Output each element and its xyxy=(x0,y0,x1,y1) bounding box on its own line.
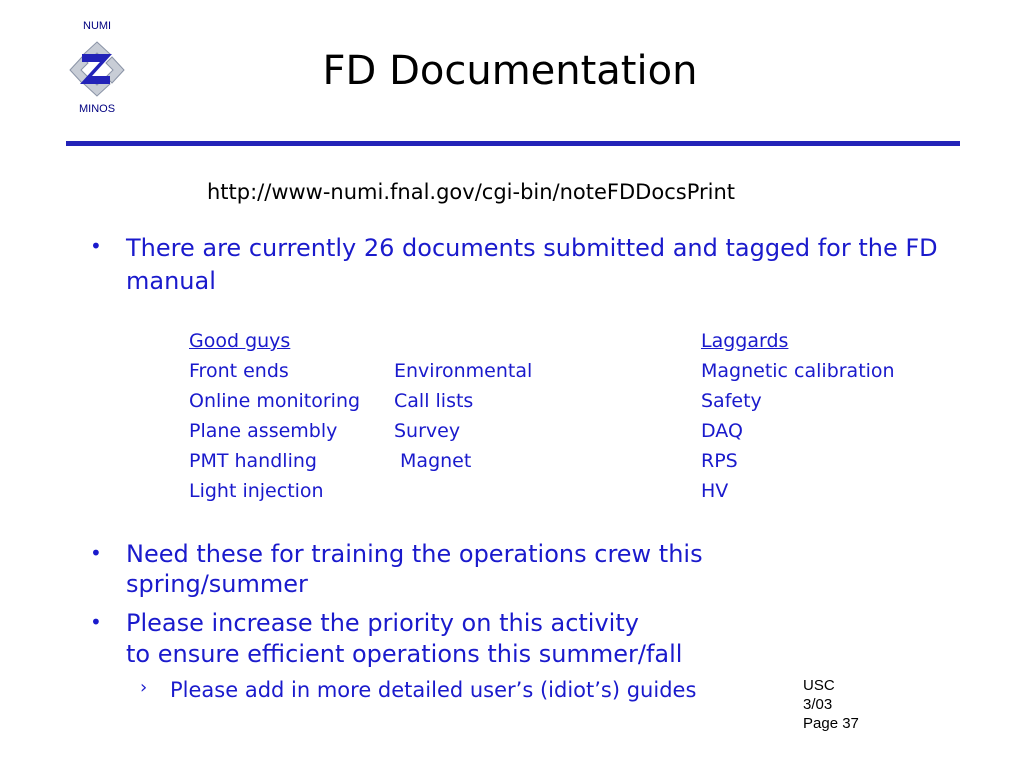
table-cell: Online monitoring xyxy=(189,390,361,412)
table-cell: RPS xyxy=(701,450,738,472)
table-cell: Safety xyxy=(701,390,762,412)
table-cell: Magnet xyxy=(394,450,472,472)
bullet-marker: • xyxy=(90,541,102,565)
bullet-training: Need these for training the operations crew this spring/summer xyxy=(126,540,703,598)
table-cell: HV xyxy=(701,480,729,502)
page-title: FD Documentation xyxy=(322,48,698,94)
sub-bullet-marker: › xyxy=(140,677,148,698)
slide-footer xyxy=(803,676,859,733)
table-cell: Environmental xyxy=(394,360,533,382)
footer-date: 3/03 xyxy=(803,696,833,713)
good-guys-column-1 xyxy=(189,326,360,506)
table-cell: Plane assembly xyxy=(189,420,338,442)
title-divider xyxy=(66,141,960,146)
footer-org: USC xyxy=(803,677,835,694)
bullet-priority-line-1: Please increase the priority on this activity xyxy=(126,609,639,637)
good-guys-column-2 xyxy=(394,326,532,476)
table-cell: Call lists xyxy=(394,390,474,412)
table-cell: DAQ xyxy=(701,420,743,442)
bullet-priority-line-2: to ensure efficient operations this summer/fall xyxy=(126,640,683,668)
docs-url[interactable]: http://www-numi.fnal.gov/cgi-bin/noteFDDocsPrint xyxy=(207,180,735,204)
good-guys-header: Good guys xyxy=(189,330,291,352)
table-cell: Front ends xyxy=(189,360,289,382)
table-cell: PMT handling xyxy=(189,450,317,472)
footer-page-number: Page 37 xyxy=(803,715,859,732)
sub-bullet-guides: Please add in more detailed user’s (idiot’s) guides xyxy=(170,678,697,702)
bullet-marker: • xyxy=(90,234,102,258)
laggards-header: Laggards xyxy=(701,330,789,352)
table-cell: Survey xyxy=(394,420,461,442)
numi-logo-text: NUMI xyxy=(83,20,112,32)
bullet-marker: • xyxy=(90,610,102,634)
bullet-priority xyxy=(126,608,826,670)
laggards-column xyxy=(701,326,895,506)
bullet-documents-count: There are currently 26 documents submitted and tagged for the FD manual xyxy=(126,234,938,295)
table-cell: Magnetic calibration xyxy=(701,360,895,382)
table-cell: Light injection xyxy=(189,480,324,502)
minos-logo-text: MINOS xyxy=(79,103,116,115)
